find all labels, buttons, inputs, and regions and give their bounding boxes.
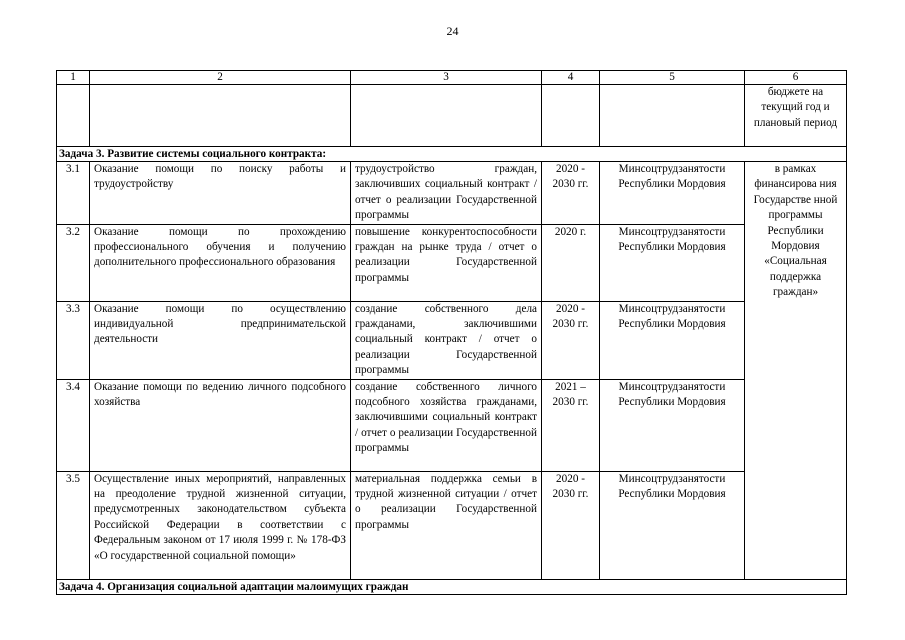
table-row (57, 224, 847, 301)
column-number: 4 (542, 71, 600, 85)
table-cell (600, 85, 745, 147)
row-number: 3.5 (57, 471, 90, 579)
continuation-row (57, 85, 847, 147)
table-row (57, 471, 847, 579)
activity-cell: Оказание помощи по прохождению профессионального обучения и получению дополнительного профессионального образования (90, 224, 351, 301)
executor-cell: Минсоцтрудзанятости Республики Мордовия (600, 471, 745, 579)
executor-cell: Минсоцтрудзанятости Республики Мордовия (600, 379, 745, 471)
executor-cell: Минсоцтрудзанятости Республики Мордовия (600, 301, 745, 379)
period-cell: 2020 г. (542, 224, 600, 301)
table-row (57, 162, 847, 225)
financing-cell: в рамках финансирова ния Государстве нной программы Республики Мордовия «Социальная поддержка граждан» (745, 162, 847, 580)
table-row (57, 301, 847, 379)
row-number: 3.3 (57, 301, 90, 379)
table-cell (542, 85, 600, 147)
task-heading-row (57, 579, 847, 594)
column-number: 3 (351, 71, 542, 85)
activity-cell: Оказание помощи по ведению личного подсобного хозяйства (90, 379, 351, 471)
period-cell: 2020 - 2030 гг. (542, 471, 600, 579)
table-cell (351, 85, 542, 147)
task-4-heading: Задача 4. Организация социальной адаптации малоимущих граждан (57, 579, 847, 594)
executor-cell: Минсоцтрудзанятости Республики Мордовия (600, 224, 745, 301)
row-number: 3.2 (57, 224, 90, 301)
column-numbers-row (57, 71, 847, 85)
row-number: 3.1 (57, 162, 90, 225)
activity-cell: Осуществление иных мероприятий, направленных на преодоление трудной жизненной ситуации, предусмотренных законодательством субъекта Российской Федерации в соответствии с Федеральным законом от 17 июля 1999 г. № 178-ФЗ «О государственной социальной помощи» (90, 471, 351, 579)
result-cell: создание собственного личного подсобного хозяйства гражданами, заключившими социальный контракт / отчет о реализации Государственной программы (351, 379, 542, 471)
period-cell: 2020 - 2030 гг. (542, 301, 600, 379)
result-cell: создание собственного дела гражданами, заключившими социальный контракт / отчет о реализации Государственной программы (351, 301, 542, 379)
column-number: 6 (745, 71, 847, 85)
table-row (57, 379, 847, 471)
row-number: 3.4 (57, 379, 90, 471)
period-cell: 2020 - 2030 гг. (542, 162, 600, 225)
task-heading-row (57, 147, 847, 162)
period-cell: 2021 – 2030 гг. (542, 379, 600, 471)
executor-cell: Минсоцтрудзанятости Республики Мордовия (600, 162, 745, 225)
page-number: 24 (446, 24, 459, 38)
program-activities-table (56, 70, 847, 595)
activity-cell: Оказание помощи по поиску работы и трудоустройству (90, 162, 351, 225)
table-cell (90, 85, 351, 147)
column-number: 1 (57, 71, 90, 85)
result-cell: трудоустройство граждан, заключивших социальный контракт / отчет о реализации Государственной программы (351, 162, 542, 225)
column-number: 2 (90, 71, 351, 85)
column-number: 5 (600, 71, 745, 85)
result-cell: повышение конкурентоспособности граждан на рынке труда / отчет о реализации Государственной программы (351, 224, 542, 301)
continuation-financing-cell: бюджете на текущий год и плановый период (745, 85, 847, 147)
activity-cell: Оказание помощи по осуществлению индивидуальной предпринимательской деятельности (90, 301, 351, 379)
task-3-heading: Задача 3. Развитие системы социального контракта: (57, 147, 847, 162)
table-cell (57, 85, 90, 147)
result-cell: материальная поддержка семьи в трудной жизненной ситуации / отчет о реализации Государственной программы (351, 471, 542, 579)
